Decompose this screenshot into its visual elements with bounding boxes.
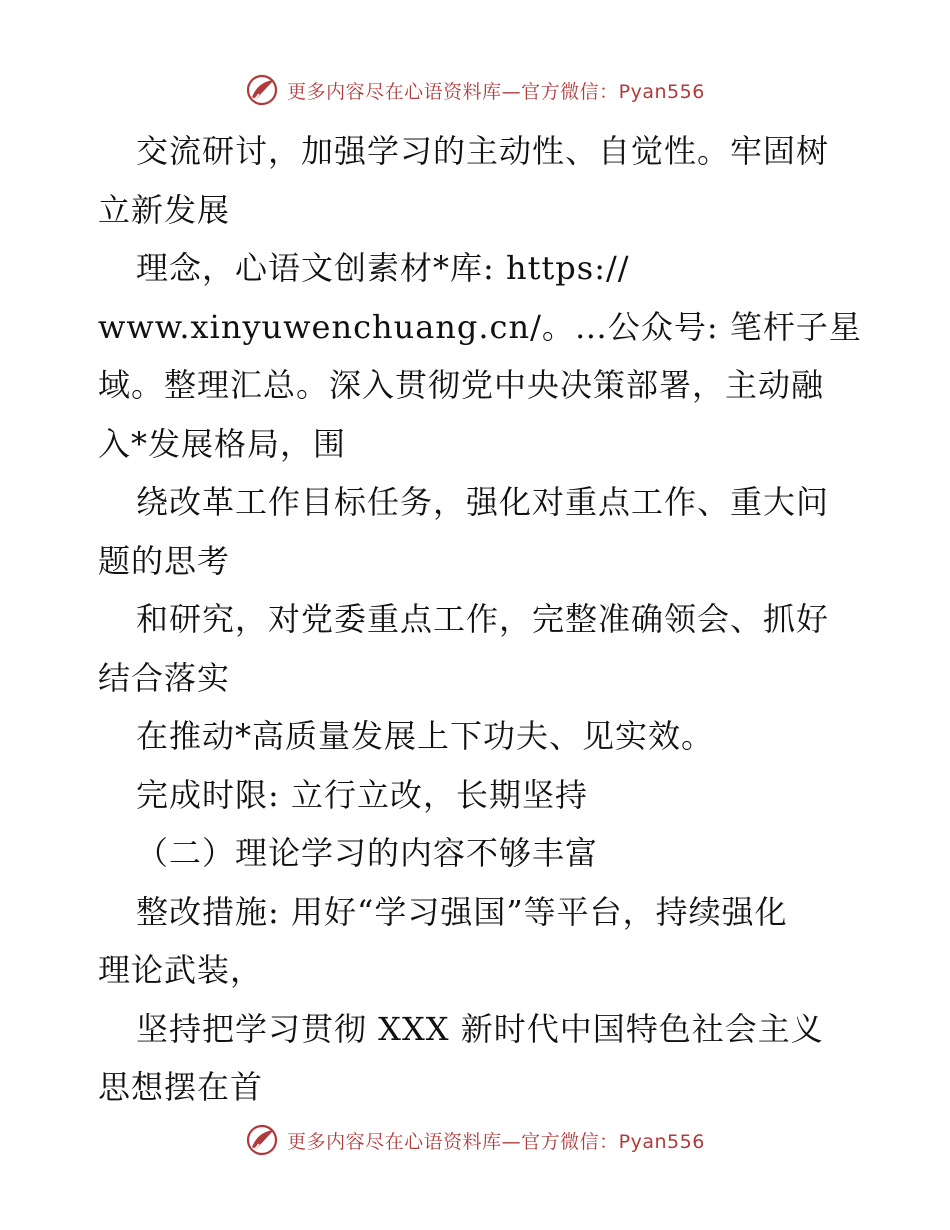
body-text-line: 完成时限: 立行立改，长期坚持 bbox=[136, 775, 588, 814]
pen-nib-logo-icon bbox=[245, 1123, 279, 1157]
pen-nib-logo-icon bbox=[245, 73, 279, 107]
document-body bbox=[98, 122, 862, 1117]
body-text-line: 结合落实 bbox=[98, 658, 231, 697]
body-text-line: 坚持把学习贯彻 XXX 新时代中国特色社会主义 bbox=[136, 1009, 824, 1048]
body-text-line: 交流研讨，加强学习的主动性、自觉性。牢固树 bbox=[136, 132, 830, 170]
footer-banner bbox=[0, 1120, 950, 1160]
body-text-line: 整改措施: 用好“学习强国”等平台，持续强化 bbox=[136, 892, 788, 931]
body-text-line: 理论武装， bbox=[98, 951, 264, 989]
header-banner bbox=[0, 70, 950, 110]
body-text-line: 入*发展格局，围 bbox=[98, 424, 347, 463]
header-banner-text: 更多内容尽在心语资料库—官方微信：Pyan556 bbox=[287, 80, 705, 103]
body-text-line: （二）理论学习的内容不够丰富 bbox=[136, 834, 599, 872]
body-text-line: 和研究，对党委重点工作，完整准确领会、抓好 bbox=[136, 600, 830, 638]
body-text-line: 思想摆在首 bbox=[98, 1068, 264, 1106]
body-text-line: 域。整理汇总。深入贯彻党中央决策部署，主动融 bbox=[98, 366, 825, 404]
body-text-line: 题的思考 bbox=[98, 541, 231, 580]
body-text-line: 在推动*高质量发展上下功夫、见实效。 bbox=[136, 717, 715, 755]
body-text-line: 理念，心语文创素材*库: https:// bbox=[136, 249, 630, 287]
footer-banner-text: 更多内容尽在心语资料库—官方微信：Pyan556 bbox=[287, 1130, 705, 1153]
body-text-line: www.xinyuwenchuang.cn/。…公众号: 笔杆子星 bbox=[98, 307, 862, 346]
body-text-line: 绕改革工作目标任务，强化对重点工作、重大问 bbox=[136, 483, 830, 521]
body-text-line: 立新发展 bbox=[98, 190, 231, 229]
